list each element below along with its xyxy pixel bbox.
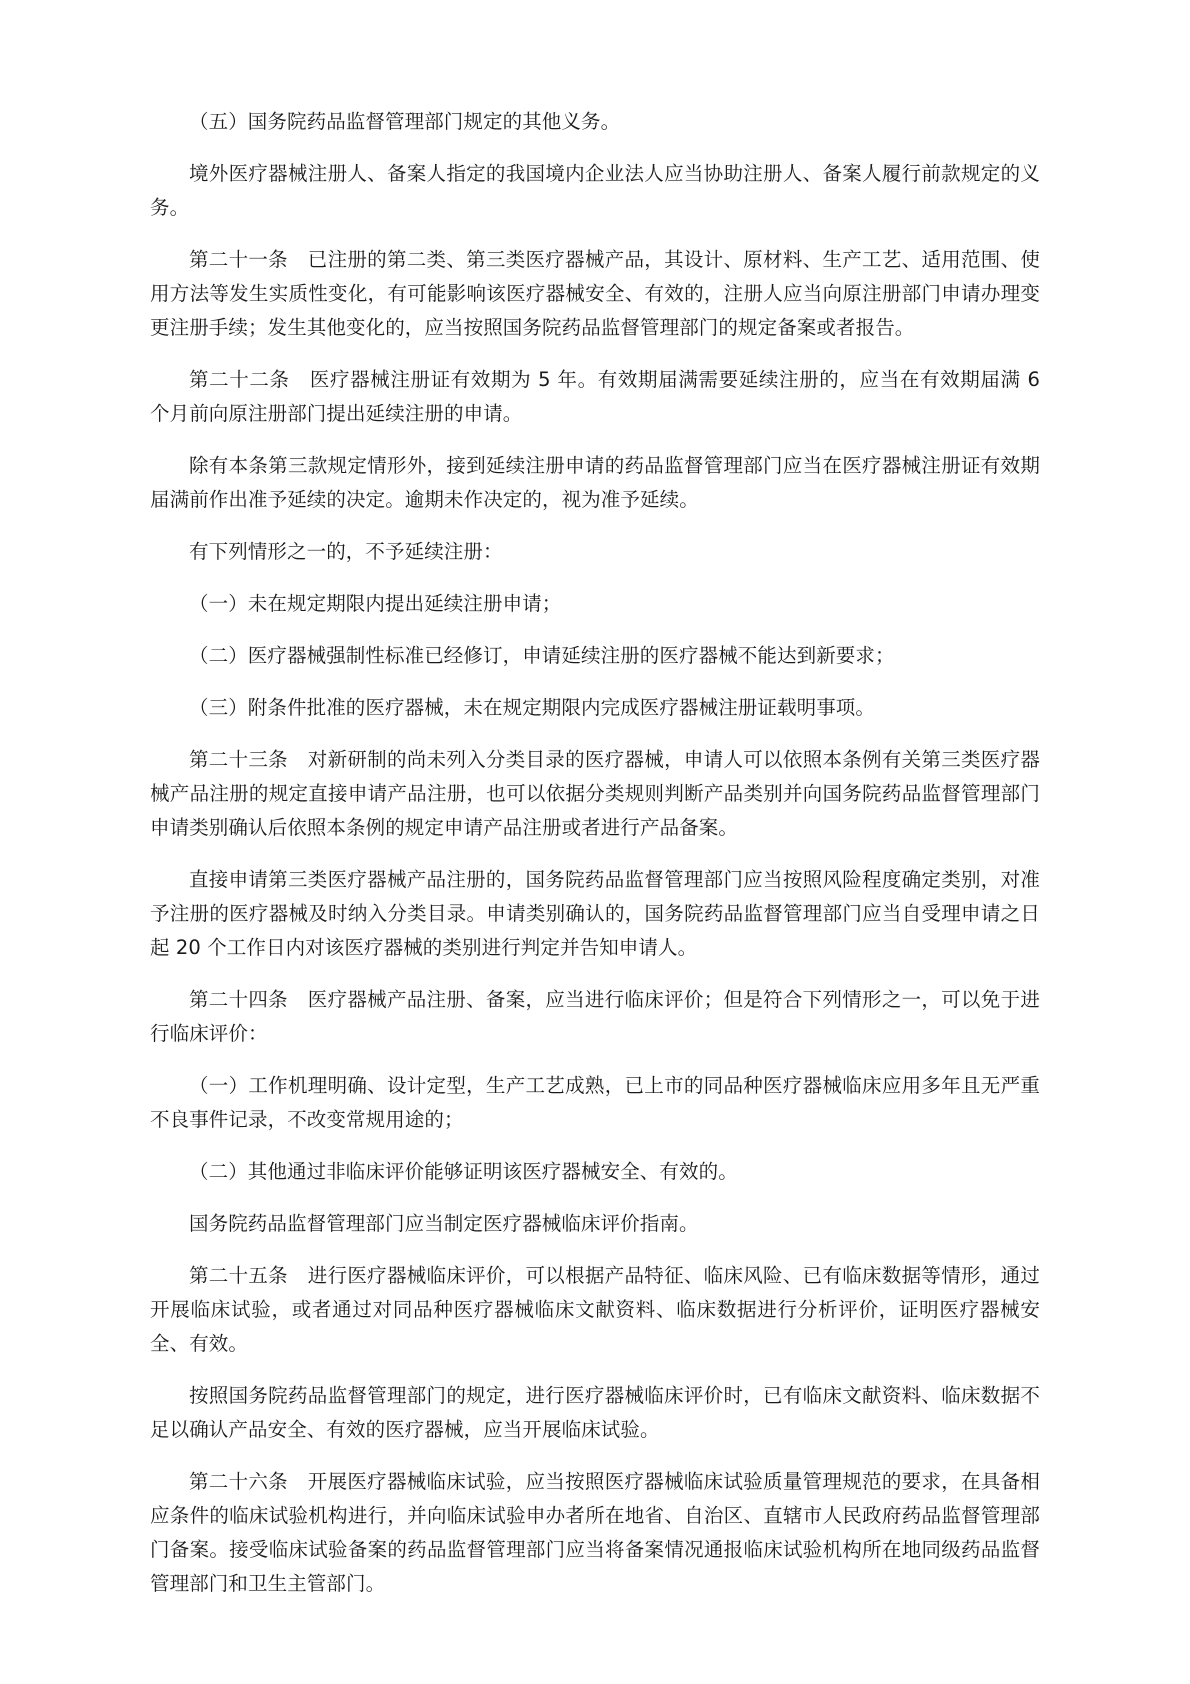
- article-22: 第二十二条 医疗器械注册证有效期为 5 年。有效期届满需要延续注册的，应当在有效期届满 6 个月前向原注册部门提出延续注册的申请。: [150, 368, 1040, 425]
- paragraph-evaluation-guide: 国务院药品监督管理部门应当制定医疗器械临床评价指南。: [189, 1212, 699, 1235]
- paragraph-overseas-registrant: 境外医疗器械注册人、备案人指定的我国境内企业法人应当协助注册人、备案人履行前款规定的义务。: [150, 162, 1040, 219]
- article-26: 第二十六条 开展医疗器械临床试验，应当按照医疗器械临床试验质量管理规范的要求，在具备相应条件的临床试验机构进行，并向临床试验申办者所在地省、自治区、直辖市人民政府药品监督管理部门备案。接受临床试验备案的药品监督管理部门应当将备案情况通报临床试验机构所在地同级药品监督管理部门和卫生主管部门。: [150, 1470, 1040, 1595]
- list-item-1: （一）未在规定期限内提出延续注册申请；: [189, 592, 562, 615]
- list-item-3: （三）附条件批准的医疗器械，未在规定期限内完成医疗器械注册证载明事项。: [189, 696, 876, 719]
- paragraph-class-three-direct: 直接申请第三类医疗器械产品注册的，国务院药品监督管理部门应当按照风险程度确定类别，对准予注册的医疗器械及时纳入分类目录。申请类别确认的，国务院药品监督管理部门应当自受理申请之日起 20 个工作日内对该医疗器械的类别进行判定并告知申请人。: [150, 868, 1040, 959]
- exemption-item-1: （一）工作机理明确、设计定型，生产工艺成熟，已上市的同品种医疗器械临床应用多年且无严重不良事件记录，不改变常规用途的；: [150, 1074, 1040, 1131]
- paragraph-no-renewal-intro: 有下列情形之一的，不予延续注册：: [189, 540, 503, 563]
- article-24: 第二十四条 医疗器械产品注册、备案，应当进行临床评价；但是符合下列情形之一，可以免于进行临床评价：: [150, 988, 1040, 1045]
- exemption-item-2: （二）其他通过非临床评价能够证明该医疗器械安全、有效的。: [189, 1160, 738, 1183]
- article-25: 第二十五条 进行医疗器械临床评价，可以根据产品特征、临床风险、已有临床数据等情形，通过开展临床试验，或者通过对同品种医疗器械临床文献资料、临床数据进行分析评价，证明医疗器械安全、有效。: [150, 1264, 1040, 1355]
- list-item-2: （二）医疗器械强制性标准已经修订，申请延续注册的医疗器械不能达到新要求；: [189, 644, 895, 667]
- paragraph-clinical-trial-required: 按照国务院药品监督管理部门的规定，进行医疗器械临床评价时，已有临床文献资料、临床数据不足以确认产品安全、有效的医疗器械，应当开展临床试验。: [150, 1384, 1040, 1441]
- article-21: 第二十一条 已注册的第二类、第三类医疗器械产品，其设计、原材料、生产工艺、适用范围、使用方法等发生实质性变化，有可能影响该医疗器械安全、有效的，注册人应当向原注册部门申请办理变更注册手续；发生其他变化的，应当按照国务院药品监督管理部门的规定备案或者报告。: [150, 248, 1040, 339]
- paragraph-item-5: （五）国务院药品监督管理部门规定的其他义务。: [189, 110, 621, 133]
- article-23: 第二十三条 对新研制的尚未列入分类目录的医疗器械，申请人可以依照本条例有关第三类医疗器械产品注册的规定直接申请产品注册，也可以依据分类规则判断产品类别并向国务院药品监督管理部门申请类别确认后依照本条例的规定申请产品注册或者进行产品备案。: [150, 748, 1040, 839]
- paragraph-renewal-decision: 除有本条第三款规定情形外，接到延续注册申请的药品监督管理部门应当在医疗器械注册证有效期届满前作出准予延续的决定。逾期未作决定的，视为准予延续。: [150, 454, 1040, 511]
